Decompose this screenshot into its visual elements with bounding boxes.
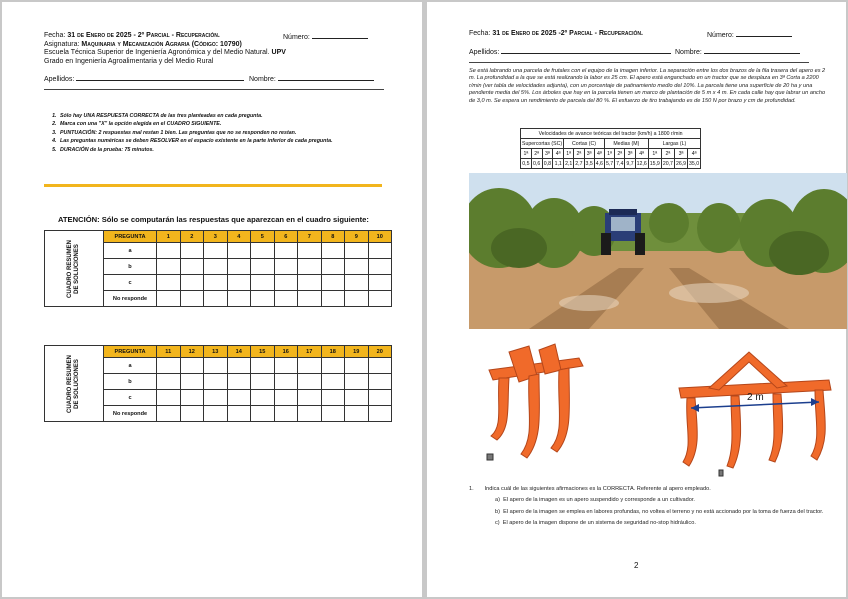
summary-table-2 <box>44 345 392 422</box>
answer-cell[interactable] <box>227 243 251 259</box>
summary-table-1 <box>44 230 392 307</box>
option-label: b <box>104 374 157 390</box>
question-number: 11 <box>157 346 181 358</box>
answer-cell[interactable] <box>180 275 204 291</box>
question-number: 20 <box>368 346 392 358</box>
answer-cell[interactable] <box>157 275 181 291</box>
answer-cell[interactable] <box>368 291 392 307</box>
answer-cell[interactable] <box>204 390 228 406</box>
answer-cell[interactable] <box>321 374 345 390</box>
question-number: 3 <box>204 231 228 243</box>
answer-cell[interactable] <box>157 243 181 259</box>
gear-cell: 4ª <box>635 149 648 159</box>
answer-cell[interactable] <box>321 243 345 259</box>
answer-cell[interactable] <box>321 358 345 374</box>
answer-cell[interactable] <box>227 390 251 406</box>
answer-cell[interactable] <box>227 291 251 307</box>
option-label: No responde <box>104 291 157 307</box>
question-number: 6 <box>274 231 298 243</box>
question-number: 15 <box>251 346 275 358</box>
gear-group: Supercortas (SC) <box>522 140 563 147</box>
answer-cell[interactable] <box>157 390 181 406</box>
answer-cell[interactable] <box>251 358 275 374</box>
gear-cell: 4ª <box>553 149 564 159</box>
speed-value-cell: 9,7 <box>626 160 634 167</box>
speed-value-cell: 0,8 <box>543 160 552 167</box>
answer-cell[interactable] <box>180 243 204 259</box>
answer-cell[interactable] <box>298 259 322 275</box>
gear-cell: 1ª <box>564 149 574 159</box>
option-b[interactable]: b) El apero de la imagen se emplea en labores profundas, no voltea el terreno y no está accionado por la toma de fuerza del tractor. <box>495 508 824 515</box>
header-divider <box>469 62 809 63</box>
option-label: b <box>104 259 157 275</box>
answer-cell[interactable] <box>298 406 322 422</box>
gear-cell: 2ª <box>531 149 542 159</box>
page-1 <box>2 2 422 597</box>
answer-cell[interactable] <box>368 390 392 406</box>
answer-cell[interactable] <box>157 259 181 275</box>
speed-value-cell: 1,1 <box>554 160 562 167</box>
answer-cell[interactable] <box>180 390 204 406</box>
question-number: 1 <box>157 231 181 243</box>
gear-cell: 3ª <box>674 149 687 159</box>
answer-cell[interactable] <box>274 406 298 422</box>
answer-cell[interactable] <box>274 259 298 275</box>
gear-cell: 1ª <box>521 149 532 159</box>
width-label: 2 m <box>747 392 764 403</box>
answer-cell[interactable] <box>368 259 392 275</box>
option-c[interactable]: c) El apero de la imagen dispone de un sistema de seguridad no-stop hidráulico. <box>495 520 696 527</box>
answer-cell[interactable] <box>180 358 204 374</box>
question-number: 4 <box>227 231 251 243</box>
answer-cell[interactable] <box>227 374 251 390</box>
answer-cell[interactable] <box>321 390 345 406</box>
answer-cell[interactable] <box>251 374 275 390</box>
answer-cell[interactable] <box>251 390 275 406</box>
answer-cell[interactable] <box>298 358 322 374</box>
answer-cell[interactable] <box>251 259 275 275</box>
nombre-field[interactable]: Nombre: <box>249 74 374 85</box>
question-number: 5 <box>251 231 275 243</box>
question-number: 7 <box>298 231 322 243</box>
answer-cell[interactable] <box>227 358 251 374</box>
page-number: 2 <box>634 561 639 570</box>
speed-value-cell: 3,5 <box>585 160 593 167</box>
answer-cell[interactable] <box>274 374 298 390</box>
answer-cell[interactable] <box>157 291 181 307</box>
numero-field[interactable]: Número: <box>707 30 792 41</box>
answer-cell[interactable] <box>204 243 228 259</box>
question-number: 10 <box>368 231 392 243</box>
gear-cell: 2ª <box>615 149 625 159</box>
answer-cell[interactable] <box>204 374 228 390</box>
answer-cell[interactable] <box>227 259 251 275</box>
gear-group: Medias (M) <box>604 139 648 149</box>
answer-cell[interactable] <box>368 374 392 390</box>
gear-cell: 3ª <box>584 149 594 159</box>
answer-cell[interactable] <box>345 358 369 374</box>
gear-cell: 2ª <box>661 149 674 159</box>
gear-cell: 3ª <box>625 149 635 159</box>
asignatura-line: Asignatura: Maquinaria y Mecanización Agraria (Código: 10790) <box>44 40 242 48</box>
answer-cell[interactable] <box>345 374 369 390</box>
gear-cell: 2ª <box>574 149 584 159</box>
answer-cell[interactable] <box>368 275 392 291</box>
answer-cell[interactable] <box>345 259 369 275</box>
instruction-item: 5. DURACIÓN de la prueba: 75 minutos. <box>58 146 388 154</box>
speed-value-cell: 15,9 <box>649 160 660 167</box>
question-number: 16 <box>274 346 298 358</box>
accent-divider <box>44 184 382 187</box>
speed-value-cell: 2,7 <box>575 160 583 167</box>
orchard-scene <box>469 173 847 329</box>
answer-cell[interactable] <box>274 291 298 307</box>
answer-cell[interactable] <box>251 406 275 422</box>
summary-side-label: CUADRO RESUMEN DE SOLUCIONES <box>45 346 104 422</box>
answer-cell[interactable] <box>298 275 322 291</box>
option-label: c <box>104 275 157 291</box>
answer-cell[interactable] <box>298 390 322 406</box>
answer-cell[interactable] <box>345 390 369 406</box>
option-label: a <box>104 358 157 374</box>
answer-cell[interactable] <box>345 291 369 307</box>
escuela-line: Escuela Técnica Superior de Ingeniería Agronómica y del Medio Natural. UPV <box>44 49 286 56</box>
answer-cell[interactable] <box>157 358 181 374</box>
summary-side-label: CUADRO RESUMEN DE SOLUCIONES <box>45 231 104 307</box>
instruction-item: 4. Las preguntas numéricas se deben RESOLVER en el espacio existente en la parte inferior de cada pregunta. <box>58 137 388 145</box>
problem-statement: Se está labrando una parcela de frutales con el equipo de la imagen inferior. La separación entre los dos brazos de la fila trasera del apero es 2 m. La profundidad a la que se está realizando la labor es 25 cm. El apero está enganchado en un tractor que se desplaza en 3ª Corta a 2200 r/min (ver tabla de velocidades adjunta), con un porcentaje de patinamiento medio del 10%. La parcela tiene una superficie de 20 ha y una pendiente media del 5%. Los árboles que hay en la parcela tienen un marco de plantación de 5 m x 4 m. En cada calle hay que labrar un ancho de 3,0 m. Se espera un rendimiento de parcela del 80 %. El esfuerzo de tiro trabajando es de 150 N por brazo y cm de profundidad. <box>469 68 826 104</box>
option-label: No responde <box>104 406 157 422</box>
gear-group: Largas (L) <box>648 139 700 149</box>
answer-cell[interactable] <box>204 291 228 307</box>
answer-cell[interactable] <box>274 275 298 291</box>
gear-cell: 4ª <box>594 149 604 159</box>
gear-cell: 3ª <box>542 149 553 159</box>
tractor-orchard-photo <box>469 173 847 329</box>
answer-cell[interactable] <box>345 406 369 422</box>
answer-cell[interactable] <box>157 406 181 422</box>
gear-group: Cortas (C) <box>564 139 605 149</box>
answer-cell[interactable] <box>298 291 322 307</box>
pregunta-header: PREGUNTA <box>104 346 157 358</box>
answer-cell[interactable] <box>204 358 228 374</box>
speed-value-cell: 26,9 <box>675 160 687 167</box>
page-2 <box>427 2 846 597</box>
implement-images <box>469 336 847 482</box>
answer-cell[interactable] <box>298 243 322 259</box>
answer-cell[interactable] <box>227 275 251 291</box>
apellidos-field[interactable]: Apellidos: <box>469 47 671 58</box>
speed-value-cell: 20,7 <box>662 160 673 167</box>
question-number: 18 <box>321 346 345 358</box>
question-number: 12 <box>180 346 204 358</box>
answer-cell[interactable] <box>204 259 228 275</box>
answer-cell[interactable] <box>251 291 275 307</box>
question-number: 8 <box>321 231 345 243</box>
option-label: a <box>104 243 157 259</box>
instruction-item: 1. Sólo hay UNA RESPUESTA CORRECTA de las tres planteadas en cada pregunta. <box>58 112 388 120</box>
grado-line: Grado en Ingeniería Agroalimentaria y del Medio Rural <box>44 57 214 65</box>
option-a[interactable]: a) El apero de la imagen es un apero suspendido y corresponde a un cultivador. <box>495 497 695 504</box>
answer-cell[interactable] <box>157 374 181 390</box>
option-label: c <box>104 390 157 406</box>
speed-value-cell: 5,7 <box>605 160 614 167</box>
instruction-item: 3. PUNTUACIÓN: 2 respuestas mal restan 1 bien. Las preguntas que no se responden no restan. <box>58 129 388 137</box>
answer-cell[interactable] <box>180 291 204 307</box>
fecha-line: Fecha: 31 de Enero de 2025 - 2º Parcial - Recuperación. <box>44 32 220 39</box>
speed-value-cell: 0,5 <box>522 160 530 167</box>
numero-field[interactable]: Número: <box>283 32 368 43</box>
answer-cell[interactable] <box>321 291 345 307</box>
answer-cell[interactable] <box>227 406 251 422</box>
speed-value-cell: 2,1 <box>565 160 573 167</box>
answer-cell[interactable] <box>204 406 228 422</box>
answer-cell[interactable] <box>321 406 345 422</box>
question-number: 2 <box>180 231 204 243</box>
atencion-note: ATENCIÓN: Sólo se computarán las respuestas que aparezcan en el cuadro siguiente: <box>58 215 369 224</box>
instructions-list <box>44 112 388 154</box>
answer-cell[interactable] <box>180 259 204 275</box>
gear-cell: 1ª <box>604 149 614 159</box>
question-number: 13 <box>204 346 228 358</box>
speed-value-cell: 4,6 <box>595 160 603 167</box>
question-1 <box>469 486 829 528</box>
instruction-item: 2. Marca con una "X" la opción elegida en el CUADRO SIGUIENTE. <box>58 120 388 128</box>
question-number: 9 <box>345 231 369 243</box>
answer-cell[interactable] <box>321 259 345 275</box>
pregunta-header: PREGUNTA <box>104 231 157 243</box>
speed-value-cell: 35,0 <box>689 160 700 167</box>
answer-cell[interactable] <box>321 275 345 291</box>
question-number: 14 <box>227 346 251 358</box>
speed-table <box>520 128 701 169</box>
nombre-field[interactable]: Nombre: <box>675 47 800 58</box>
answer-cell[interactable] <box>274 390 298 406</box>
answer-cell[interactable] <box>298 374 322 390</box>
answer-cell[interactable] <box>180 374 204 390</box>
question-number: 1. <box>469 486 474 492</box>
answer-cell[interactable] <box>274 358 298 374</box>
answer-cell[interactable] <box>345 243 369 259</box>
question-number: 19 <box>345 346 369 358</box>
answer-cell[interactable] <box>251 275 275 291</box>
answer-cell[interactable] <box>180 406 204 422</box>
speed-value-cell: 7,4 <box>616 160 624 167</box>
question-text: Indica cuál de las siguientes afirmaciones es la CORRECTA. Referente al apero empleado. <box>484 486 711 492</box>
speed-value-cell: 0,6 <box>533 160 541 167</box>
speed-value-cell: 12,6 <box>636 160 647 167</box>
answer-cell[interactable] <box>368 243 392 259</box>
subsoiler-figures <box>469 336 847 482</box>
gear-cell: 4ª <box>688 149 701 159</box>
fecha-line: Fecha: 31 de Enero de 2025 -2º Parcial - Recuperación. <box>469 30 643 37</box>
answer-cell[interactable] <box>274 243 298 259</box>
question-number: 17 <box>298 346 322 358</box>
answer-cell[interactable] <box>251 243 275 259</box>
answer-cell[interactable] <box>204 275 228 291</box>
speed-table-title: Velocidades de avance teóricas del tractor (km/h) a 1800 r/min <box>521 129 701 139</box>
gear-cell: 1ª <box>648 149 661 159</box>
apellidos-field[interactable]: Apellidos: <box>44 74 244 85</box>
answer-cell[interactable] <box>345 275 369 291</box>
answer-cell[interactable] <box>368 358 392 374</box>
header-divider <box>44 89 384 90</box>
answer-cell[interactable] <box>368 406 392 422</box>
